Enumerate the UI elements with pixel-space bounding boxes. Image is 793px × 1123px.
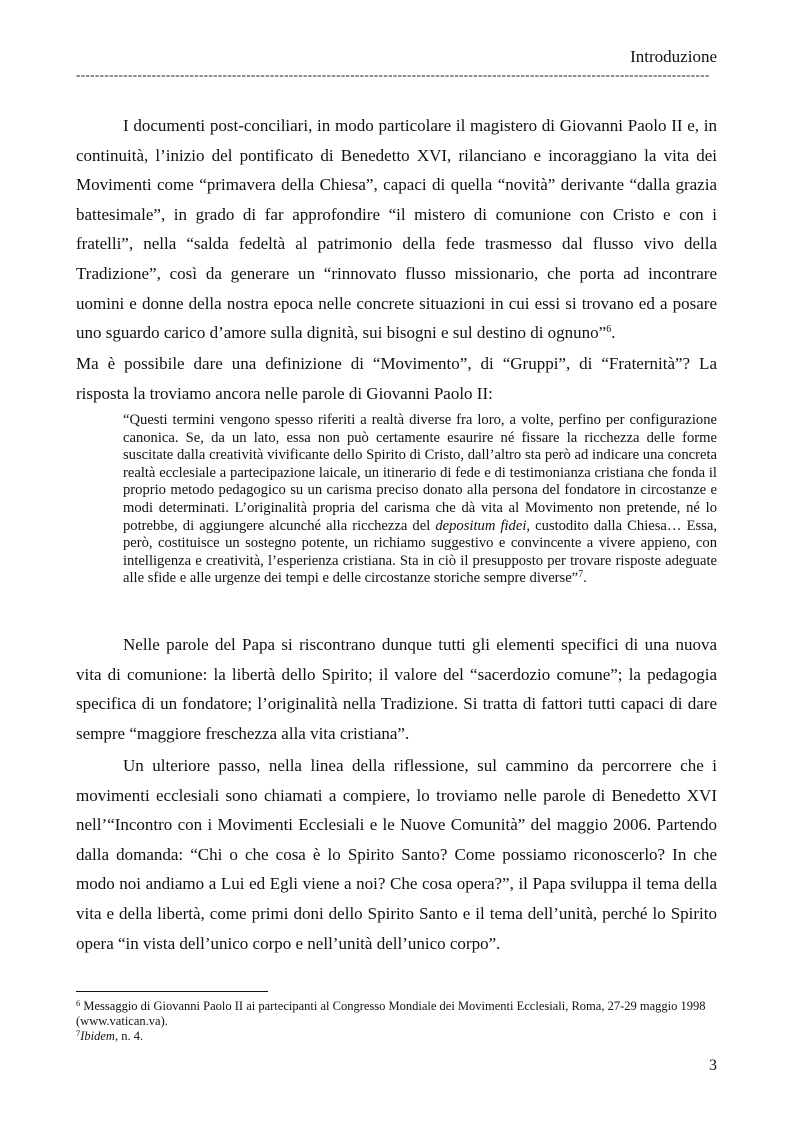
footnote-7-text: , n. 4. [114,1029,144,1044]
quote-italic-term: depositum fidei [435,517,527,534]
footnote-ref-7[interactable]: 7 [578,569,584,581]
page-number: 3 [709,1057,717,1074]
footnote-mark-7: 7 [76,1028,81,1039]
quote-end: . [583,570,587,587]
footnote-6-text: Messaggio di Giovanni Paolo II ai partecipanti al Congresso Mondiale dei Movimenti Ecclesiali, Roma, 27-29 maggio 1998 (www.vatican.va). [76,999,706,1029]
footnote-6 [76,999,717,1029]
paragraph-benedict: Un ulteriore passo, nella linea della riflessione, sul cammino da percorrere che i movimenti ecclesiali sono chiamati a compiere, lo troviamo nelle parole di Benedetto XVI nell’“Incontro con i Movimenti Ecclesiali e le Nuove Comunità” del maggio 2006. Partendo dalla domanda: “Chi o che cosa è lo Spirito Santo? Come possiamo riconoscerlo? In che modo noi andiamo a Lui ed Egli viene a noi? Che cosa opera?”, il Papa sviluppa il tema della vita e della libertà, come primi doni dello Spirito Santo e il tema dell’unità, perché lo Spirito opera “in vista dell’unico corpo e nell’unità dell’unico corpo”. [76,756,717,953]
quote-text: “Questi termini vengono spesso riferiti a realtà diverse fra loro, a volte, perfino per configurazione canonica. Se, da un lato, essa non può certamente esaurire né fissare la ricchezza delle forme suscitate dalla creatività vivificante dello Spirito di Cristo, dall’altro sta però ad indicare una concreta realtà ecclesiale a partecipazione laicale, un itinerario di fede e di testimonianza cristiana che fonda il proprio metodo pedagogico su un carisma preciso donato alla persona del fondatore in circostanze e modi determinati. L’originalità propria del carisma che dà vita al Movimento non pretende, né lo potrebbe, di aggiungere alcunché alla ricchezza del [123,412,717,534]
quote-text-continued: , custodito dalla Chiesa… Essa, però, costituisce un sostegno potente, un richiamo suggestivo e convincente a vivere appieno, con intelligenza e creatività, l’esperienza cristiana. Sta in ciò il presupposto per trovare risposte adeguate alle sfide e alle urgenze dei tempi e delle circostanze storiche sempre diverse” [123,517,717,587]
paragraph-end: . [611,323,616,343]
block-quote [123,412,717,588]
running-header-title: Introduzione [630,47,717,66]
paragraph-text: I documenti post-conciliari, in modo particolare il magistero di Giovanni Paolo II e, in continuità, l’inizio del pontificato di Benedetto XVI, rilanciano e incoraggiano la vita dei Movimenti come “primavera della Chiesa”, capaci di quella “novità” derivante “dalla grazia battesimale”, in grado di far approfondire “il mistero di comunione con Cristo e con i fratelli”, nella “salda fedeltà al patrimonio della fede trasmesso dal flusso vivo della Tradizione”, così da generare un “rinnovato flusso missionario, che porta ad incontrare uomini e donne della nostra epoca nelle concrete situazioni in cui essi si trovano ed a posare uno sguardo carico d’amore sulla dignità, sui bisogni e sul destino di ognuno” [76,116,717,343]
footnote-7-italic: Ibidem [80,1029,115,1044]
paragraph-elements: Nelle parole del Papa si riscontrano dunque tutti gli elementi specifici di una nuova vita di comunione: la libertà dello Spirito; il valore del “sacerdozio comune”; la pedagogia specifica di un fondatore; l’originalità nella Tradizione. Si tratta di fattori tutti capaci di dare sempre “maggiore freschezza alla vita cristiana”. [76,635,717,743]
footnote-ref-6[interactable]: 6 [606,324,612,336]
header-dashed-rule: -------------------------------------------------------------------------------------------------------------------------------------- [76,67,710,82]
paragraph-definition-question: Ma è possibile dare una definizione di “Movimento”, di “Gruppi”, di “Fraternità”? La risposta la troviamo ancora nelle parole di Giovanni Paolo II: [76,354,717,403]
footnote-separator [76,991,268,992]
footnote-mark-6: 6 [76,998,81,1008]
paragraph-intro [76,111,717,348]
footnotes [76,999,717,1045]
footnote-7 [76,1029,717,1044]
